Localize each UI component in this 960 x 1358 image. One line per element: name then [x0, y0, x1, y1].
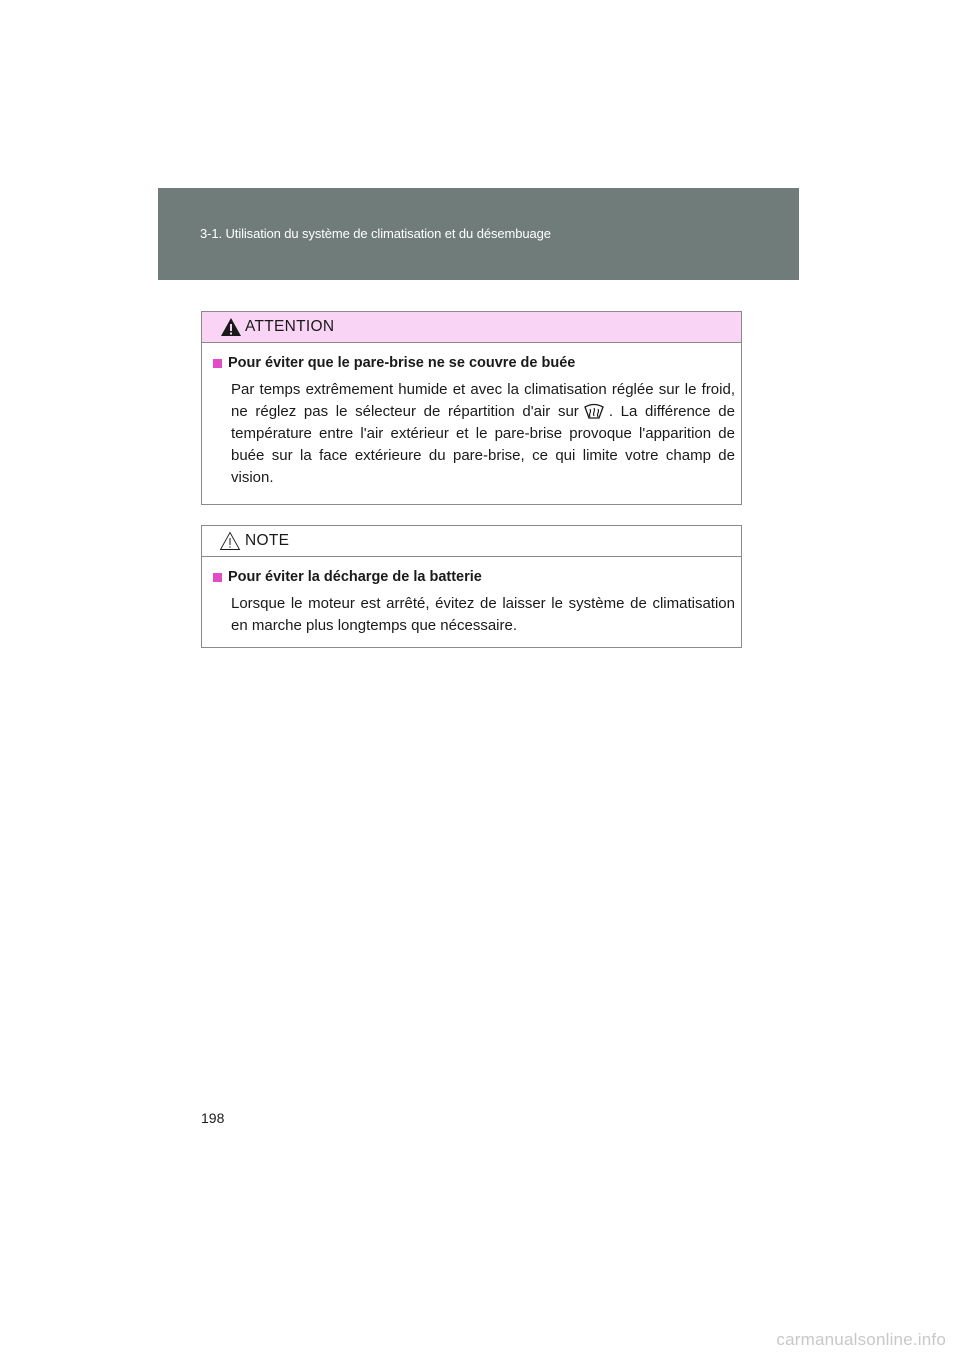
note-header	[202, 526, 741, 557]
note-item-heading-row	[213, 569, 735, 585]
attention-title: ATTENTION	[245, 318, 335, 335]
watermark-text: carmanualsonline.info	[776, 1330, 946, 1349]
note-paragraph: Lorsque le moteur est arrêté, évitez de laisser le système de climatisation en marche plus longtemps que nécessaire.	[231, 595, 735, 634]
attention-text-before: Par temps extrêmement humide et avec la climatisation réglée sur le froid, ne réglez pas le sélecteur de répartition d'air sur	[231, 381, 735, 420]
attention-header	[202, 312, 741, 343]
attention-item-heading: Pour éviter que le pare-brise ne se couvre de buée	[228, 355, 576, 371]
section-header-band	[158, 188, 799, 280]
note-title: NOTE	[245, 532, 290, 549]
note-box	[201, 525, 742, 648]
page-number: 198	[201, 1110, 225, 1126]
section-title: 3-1. Utilisation du système de climatisation et du désembuage	[200, 226, 551, 241]
windshield-defrost-icon	[583, 403, 605, 419]
attention-paragraph	[231, 379, 735, 489]
attention-box	[201, 311, 742, 505]
attention-item-heading-row	[213, 355, 735, 371]
square-bullet-icon	[213, 573, 222, 582]
square-bullet-icon	[213, 359, 222, 368]
note-item-heading: Pour éviter la décharge de la batterie	[228, 569, 482, 585]
attention-text-after: . La différence de température entre l'air extérieur et le pare-brise provoque l'apparition de buée sur la face extérieure du pare-brise, ce qui limite votre champ de vision.	[231, 403, 735, 486]
warning-triangle-icon	[220, 317, 242, 337]
caution-triangle-outline-icon	[219, 531, 241, 551]
